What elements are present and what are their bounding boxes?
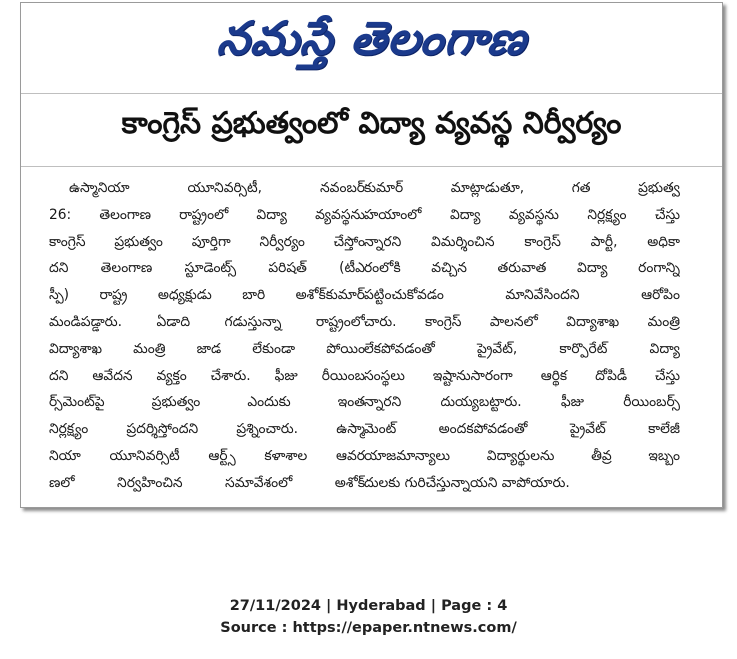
publication-info: 27/11/2024 | Hyderabad | Page : 4 bbox=[229, 598, 508, 614]
article-line: స్పీ) రాష్ట్ర అధ్యక్షుడు బారి అశోక్‌కుమార్ bbox=[49, 287, 365, 304]
article-line: కుమార్ మాట్లాడుతూ, గత ప్రభుత్వ bbox=[364, 180, 680, 196]
article-column-right bbox=[364, 175, 680, 497]
article-line: నియా యూనివర్సిటీ ఆర్ట్స్ కళాశాల ఆవర bbox=[49, 447, 365, 464]
article-line: చారు. కాంగ్రెస్ పాలనలో విద్యాశాఖ మంత్రి bbox=[364, 313, 680, 330]
article-line: లేకపోవడంతో ప్రైవేట్, కార్పొరేట్ విద్యా bbox=[364, 340, 680, 357]
article-line: పట్టించుకోవడం మానివేసిందని ఆరోపిం bbox=[364, 287, 680, 304]
article-line: దులకు గురిచేస్తున్నాయని వాపోయారు. bbox=[364, 474, 570, 491]
article-line: కాంగ్రెస్ ప్రభుత్వం పూర్తిగా నిర్వీర్యం చేస్తోం bbox=[49, 233, 365, 250]
headline-box bbox=[21, 93, 722, 167]
article-line: దని ఆవేదన వ్యక్తం చేశారు. ఫీజు రీయింబ bbox=[49, 367, 365, 384]
masthead bbox=[21, 3, 722, 89]
article-line: న్నారని దుయ్యబట్టారు. ఫీజు రీయింబర్స్ bbox=[364, 394, 680, 411]
article-line: రంలోకి వచ్చిన తరువాత విద్యా రంగాన్ని bbox=[364, 260, 680, 277]
article-line: విద్యాశాఖ మంత్రి జాడ లేకుండా పోయిం bbox=[49, 340, 365, 357]
article-line: హయాంలో విద్యా వ్యవస్థను నిర్లక్ష్యం చేస్తు bbox=[364, 206, 680, 223]
newspaper-logo: నమస్తే తెలంగాణ bbox=[214, 11, 530, 65]
article-line: దని తెలంగాణ స్టూడెంట్స్ పరిషత్ (టీఎ bbox=[49, 260, 365, 277]
newspaper-clipping bbox=[20, 2, 723, 508]
article-line: సంస్థలు ఇష్టానుసారంగా ఆర్థిక దోపిడీ చేస్తు bbox=[364, 367, 680, 384]
article-line: మండిపడ్డారు. ఏడాది గడుస్తున్నా రాష్ట్రంలో bbox=[49, 313, 365, 330]
article-line: న్నారని విమర్శించిన కాంగ్రెస్ పార్టీ, అధికా bbox=[364, 233, 680, 250]
article-column-left bbox=[49, 175, 365, 497]
article-line: యాజమాన్యాలు విద్యార్థులను తీవ్ర ఇబ్బం bbox=[364, 447, 680, 464]
article-line: ణలో నిర్వహించిన సమావేశంలో అశోక్ bbox=[49, 474, 365, 491]
article-line: ఉస్మానియా యూనివర్సిటీ, నవంబర్ bbox=[69, 180, 365, 196]
source-link[interactable]: Source : https://epaper.ntnews.com/ bbox=[220, 620, 517, 636]
article-line: నిర్లక్ష్యం ప్రదర్శిస్తోందని ప్రశ్నించారు. ఉస్మా bbox=[49, 421, 365, 438]
article-line: మెంట్ అందకపోవడంతో ప్రైవేట్ కాలేజీ bbox=[364, 421, 680, 438]
article-line: ర్స్‌మెంట్‌పై ప్రభుత్వం ఎందుకు ఇంత bbox=[49, 394, 365, 411]
article-headline: కాంగ్రెస్ ప్రభుత్వంలో విద్యా వ్యవస్థ నిర్వీర్యం bbox=[121, 106, 622, 141]
article-line: 26: తెలంగాణ రాష్ట్రంలో విద్యా వ్యవస్థను bbox=[49, 206, 365, 223]
